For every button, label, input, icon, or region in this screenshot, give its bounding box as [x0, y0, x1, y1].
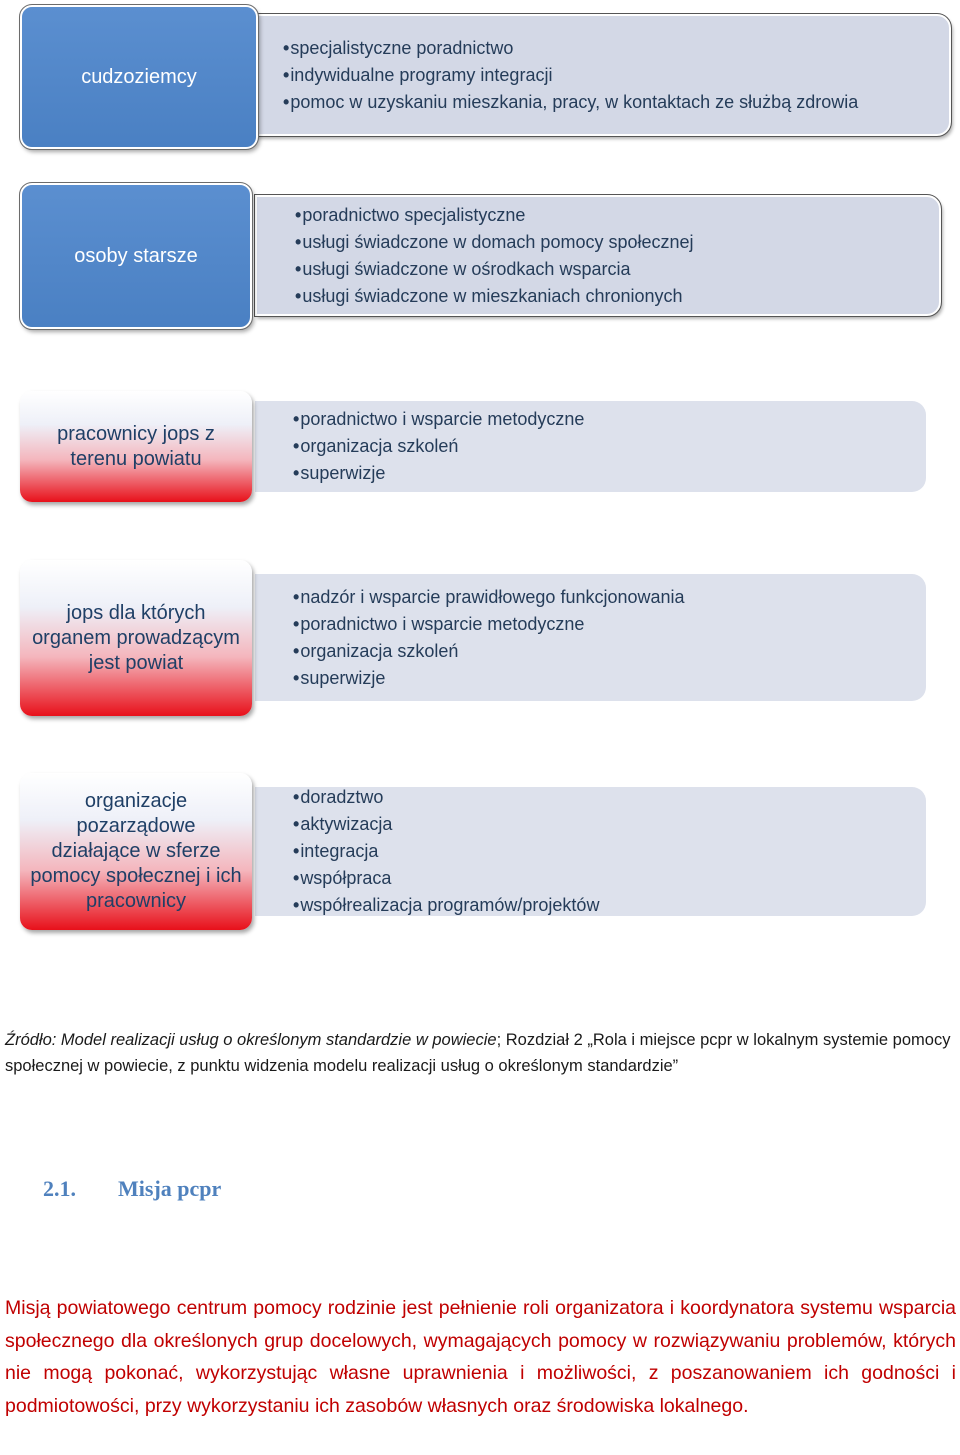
section-title: Misja pcpr [118, 1176, 222, 1201]
service-item: •organizacja szkoleń [293, 436, 459, 456]
service-item: •indywidualne programy integracji [283, 64, 553, 85]
group-label-jops-powiat: jops dla których organem prowadzącym jest powiat [20, 560, 252, 716]
service-item: •integracja [293, 841, 379, 861]
group-label-pracownicy-jops: pracownicy jops z terenu powiatu [20, 391, 252, 502]
service-item: •współrealizacja programów/projektów [293, 895, 600, 915]
service-item: •poradnictwo i wsparcie metodyczne [293, 409, 585, 429]
service-item: •poradnictwo i wsparcie metodyczne [293, 613, 585, 634]
service-item: •nadzór i wsparcie prawidłowego funkcjonowania [293, 586, 685, 607]
section-number: 2.1. [43, 1176, 76, 1201]
service-item: •specjalistyczne poradnictwo [283, 37, 514, 58]
services-box-cudzoziemcy [255, 14, 951, 136]
services-box-osoby-starsze [255, 195, 941, 316]
source-note [5, 1027, 955, 1079]
service-item: •usługi świadczone w ośrodkach wsparcia [295, 258, 631, 279]
service-item: •współpraca [293, 868, 392, 888]
service-item: •usługi świadczone w domach pomocy społecznej [295, 231, 694, 252]
service-item: •doradztwo [293, 787, 384, 807]
service-item: •pomoc w uzyskaniu mieszkania, pracy, w kontaktach ze służbą zdrowia [283, 91, 859, 112]
group-label-osoby-starsze: osoby starsze [20, 183, 252, 329]
service-item: •usługi świadczone w mieszkaniach chronionych [295, 285, 683, 306]
service-item: •superwizje [293, 463, 386, 483]
services-box-organizacje [255, 787, 926, 916]
service-item: •organizacja szkoleń [293, 640, 459, 661]
source-title: Źródło: Model realizacji usług o określonym standardzie w powiecie [5, 1031, 497, 1049]
services-box-jops-powiat [255, 574, 926, 701]
section-heading [43, 1176, 221, 1202]
group-label-organizacje: organizacje pozarządowe działające w sferze pomocy społecznej i ich pracownicy [20, 773, 252, 930]
service-item: •superwizje [293, 667, 386, 688]
mission-paragraph: Misją powiatowego centrum pomocy rodzinie jest pełnienie roli organizatora i koordynatora systemu wsparcia społecznego dla określonych grup docelowych, wymagających pomocy w rozwiązywaniu problemów, których nie mogą pokonać, wykorzystując własne uprawnienia i możliwości, z poszanowaniem ich godności i podmiotowości, przy wykorzystaniu ich zasobów własnych oraz środowiska lokalnego. [5, 1297, 956, 1417]
services-box-pracownicy-jops [255, 401, 926, 492]
service-item: •aktywizacja [293, 814, 393, 834]
source-detail: ; Rozdział 2 „Rola i miejsce pcpr w lokalnym systemie pomocy społecznej w powiecie, z punktu widzenia modelu realizacji usług o określonym standardzie” [5, 1031, 951, 1075]
group-label-cudzoziemcy: cudzoziemcy [20, 5, 258, 149]
service-item: •poradnictwo specjalistyczne [295, 204, 526, 225]
